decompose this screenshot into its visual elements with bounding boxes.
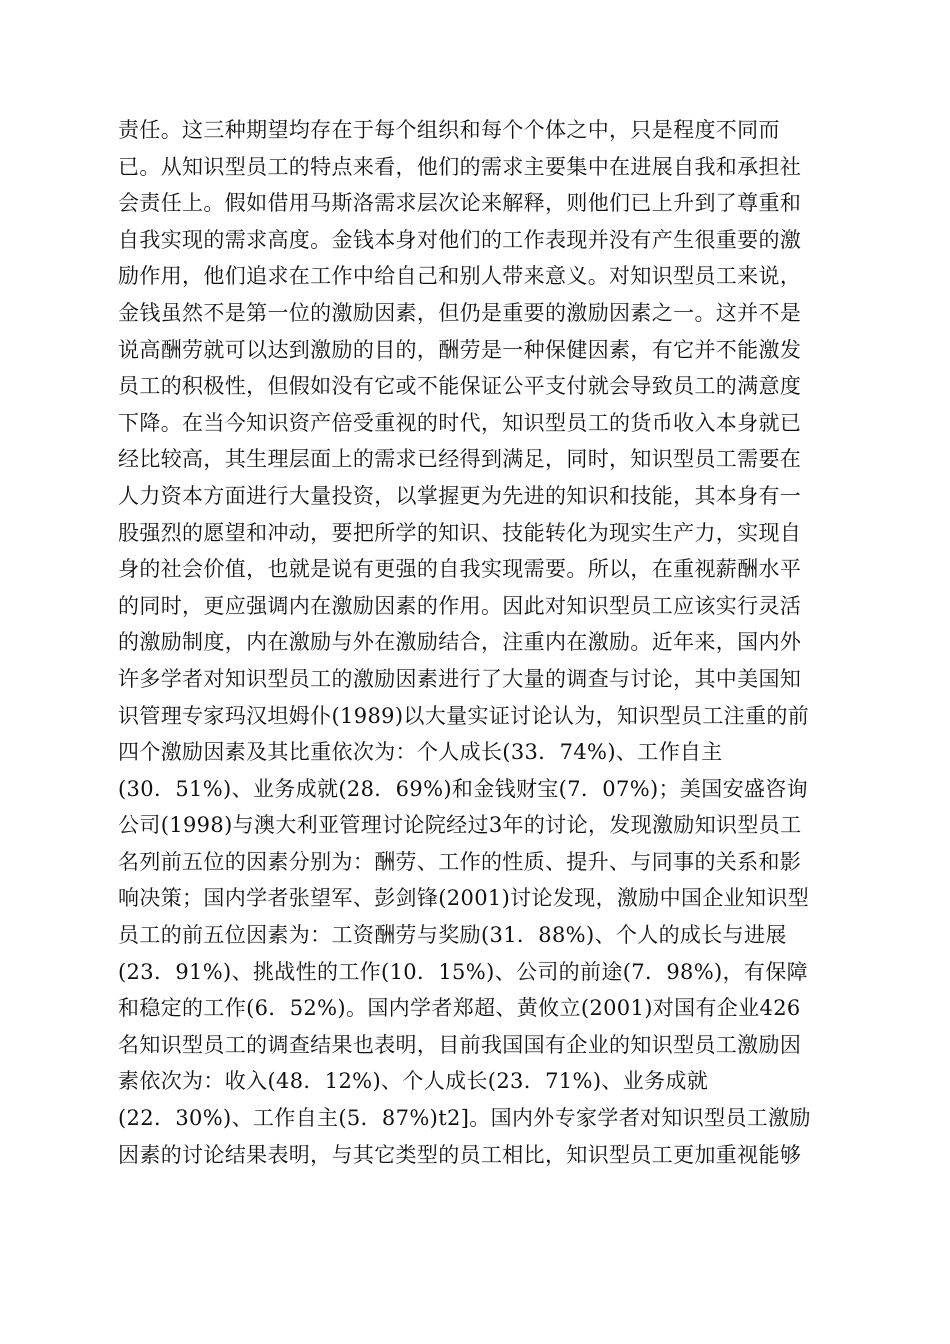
body-text xyxy=(118,112,838,1173)
text-line: 的激励制度，内在激励与外在激励结合，注重内在激励。近年来，国内外 xyxy=(118,630,802,655)
text-line: 责任。这三种期望均存在于每个组织和每个个体之中，只是程度不同而 xyxy=(118,118,780,142)
text-line: 金钱虽然不是第一位的激励因素，但仍是重要的激励因素之一。这并不是 xyxy=(118,300,802,325)
text-line: 说高酬劳就可以达到激励的目的，酬劳是一种保健因素，有它并不能激发 xyxy=(118,337,802,362)
text-line: 已。从知识型员工的特点来看，他们的需求主要集中在进展自我和承担社 xyxy=(118,154,802,179)
text-line: 名列前五位的因素分别为：酬劳、工作的性质、提升、与同事的关系和影 xyxy=(118,849,802,874)
text-line: 名知识型员工的调查结果也表明，目前我国国有企业的知识型员工激励因 xyxy=(118,1032,802,1057)
text-line: 响决策；国内学者张望军、彭剑锋(2001)讨论发现，激励中国企业知识型 xyxy=(118,886,810,911)
text-line: 自我实现的需求高度。金钱本身对他们的工作表现并没有产生很重要的激 xyxy=(118,227,802,252)
text-line: 员工的积极性，但假如没有它或不能保证公平支付就会导致员工的满意度 xyxy=(118,374,802,399)
text-line: 和稳定的工作(6．52%)。国内学者郑超、黄攸立(2001)对国有企业426 xyxy=(118,996,801,1021)
text-line: 四个激励因素及其比重依次为：个人成长(33．74%)、工作自主 xyxy=(118,740,723,765)
text-line: 的同时，更应强调内在激励因素的作用。因此对知识型员工应该实行灵活 xyxy=(118,593,802,618)
text-line: 因素的讨论结果表明，与其它类型的员工相比，知识型员工更加重视能够 xyxy=(118,1142,802,1167)
text-line: 公司(1998)与澳大利亚管理讨论院经过3年的讨论，发现激励知识型员工 xyxy=(118,813,802,838)
text-line: 股强烈的愿望和冲动，要把所学的知识、技能转化为现实生产力，实现自 xyxy=(118,520,802,545)
text-line: 经比较高，其生理层面上的需求已经得到满足，同时，知识型员工需要在 xyxy=(118,447,802,472)
text-line: (23．91%)、挑战性的工作(10．15%)、公司的前途(7．98%)，有保障 xyxy=(118,959,808,984)
text-line: 识管理专家玛汉坦姆仆(1989)以大量实证讨论认为，知识型员工注重的前 xyxy=(118,703,810,728)
text-line: 身的社会价值，也就是说有更强的自我实现需要。所以，在重视薪酬水平 xyxy=(118,557,802,582)
text-line: (30．51%)、业务成就(28．69%)和金钱财宝(7．07%)；美国安盛咨询 xyxy=(118,776,808,801)
text-line: (22．30%)、工作自主(5．87%)t2]。国内外专家学者对知识型员工激励 xyxy=(118,1106,811,1131)
text-line: 许多学者对知识型员工的激励因素进行了大量的调查与讨论，其中美国知 xyxy=(118,666,802,691)
text-line: 励作用，他们追求在工作中给自己和别人带来意义。对知识型员工来说， xyxy=(118,264,802,289)
text-line: 素依次为：收入(48．12%)、个人成长(23．71%)、业务成就 xyxy=(118,1069,709,1094)
text-line: 下降。在当今知识资产倍受重视的时代，知识型员工的货币收入本身就已 xyxy=(118,410,802,435)
text-line: 会责任上。假如借用马斯洛需求层次论来解释，则他们已上升到了尊重和 xyxy=(118,191,802,216)
text-line: 人力资本方面进行大量投资，以掌握更为先进的知识和技能，其本身有一 xyxy=(118,483,802,508)
text-line: 员工的前五位因素为：工资酬劳与奖励(31．88%)、个人的成长与进展 xyxy=(118,923,787,948)
